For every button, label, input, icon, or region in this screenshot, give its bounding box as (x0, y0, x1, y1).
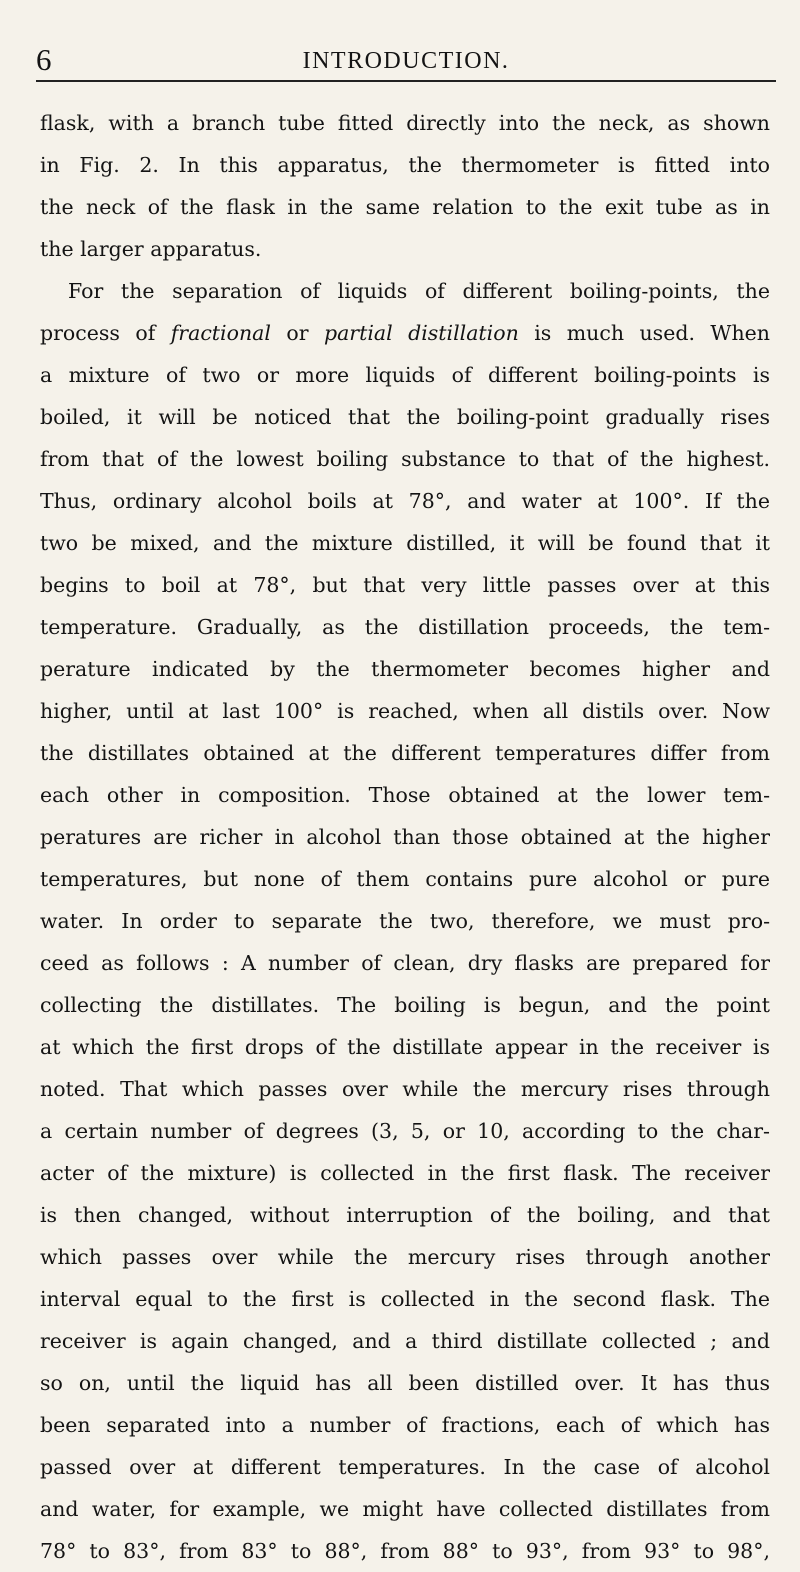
text-line: boiled, it will be noticed that the boiling-point gradually rises (40, 405, 770, 429)
emphasis-fractional: fractional (170, 321, 271, 345)
text-line: passed over at different temperatures. In the case of alcohol (40, 1455, 770, 1479)
text-line: begins to boil at 78°, but that very little passes over at this (40, 573, 770, 597)
text-line: in Fig. 2. In this apparatus, the thermometer is fitted into (40, 153, 770, 177)
text-line-with-emphasis (40, 312, 770, 354)
text-line: two be mixed, and the mixture distilled, it will be found that it (40, 531, 770, 555)
text-line: from that of the lowest boiling substance to that of the highest. (40, 447, 770, 471)
text-line: higher, until at last 100° is reached, when all distils over. Now (40, 699, 770, 723)
text-segment: is much used. When (518, 321, 770, 345)
text-segment: or (270, 321, 324, 345)
page-number: 6 (36, 42, 52, 77)
text-line: flask, with a branch tube fitted directly into the neck, as shown (40, 111, 770, 135)
emphasis-partial-distillation: partial distillation (323, 321, 519, 345)
text-line: a certain number of degrees (3, 5, or 10, according to the char- (40, 1119, 770, 1143)
text-line: temperatures, but none of them contains pure alcohol or pure (40, 867, 770, 891)
text-line: temperature. Gradually, as the distillation proceeds, the tem- (40, 615, 770, 639)
text-line: a mixture of two or more liquids of different boiling-points is (40, 363, 770, 387)
text-line: so on, until the liquid has all been distilled over. It has thus (40, 1371, 770, 1395)
body-text (40, 102, 770, 1572)
text-line: 78° to 83°, from 83° to 88°, from 88° to 93°, from 93° to 98°, (40, 1539, 770, 1563)
text-line: the distillates obtained at the different temperatures differ from (40, 741, 770, 765)
text-line: interval equal to the first is collected in the second flask. The (40, 1287, 770, 1311)
text-line: at which the first drops of the distillate appear in the receiver is (40, 1035, 770, 1059)
text-line: ceed as follows : A number of clean, dry flasks are prepared for (40, 951, 770, 975)
text-line: is then changed, without interruption of the boiling, and that (40, 1203, 770, 1227)
text-line: the larger apparatus. (40, 237, 262, 261)
text-line: been separated into a number of fractions, each of which has (40, 1413, 770, 1437)
text-line: receiver is again changed, and a third distillate collected ; and (40, 1329, 770, 1353)
text-line: For the separation of liquids of different boiling-points, the (68, 279, 770, 303)
text-line: which passes over while the mercury rises through another (40, 1245, 770, 1269)
text-line: acter of the mixture) is collected in the first flask. The receiver (40, 1161, 770, 1185)
running-title: INTRODUCTION. (302, 48, 510, 74)
running-head (36, 40, 776, 82)
text-line: noted. That which passes over while the mercury rises through (40, 1077, 770, 1101)
text-line: the neck of the flask in the same relation to the exit tube as in (40, 195, 770, 219)
text-line: each other in composition. Those obtained at the lower tem- (40, 783, 770, 807)
text-line: water. In order to separate the two, therefore, we must pro- (40, 909, 770, 933)
text-line: Thus, ordinary alcohol boils at 78°, and water at 100°. If the (40, 489, 770, 513)
text-line: perature indicated by the thermometer becomes higher and (40, 657, 770, 681)
text-line: collecting the distillates. The boiling is begun, and the point (40, 993, 770, 1017)
text-segment: process of (40, 321, 171, 345)
text-line: peratures are richer in alcohol than those obtained at the higher (40, 825, 770, 849)
text-line: and water, for example, we might have collected distillates from (40, 1497, 770, 1521)
